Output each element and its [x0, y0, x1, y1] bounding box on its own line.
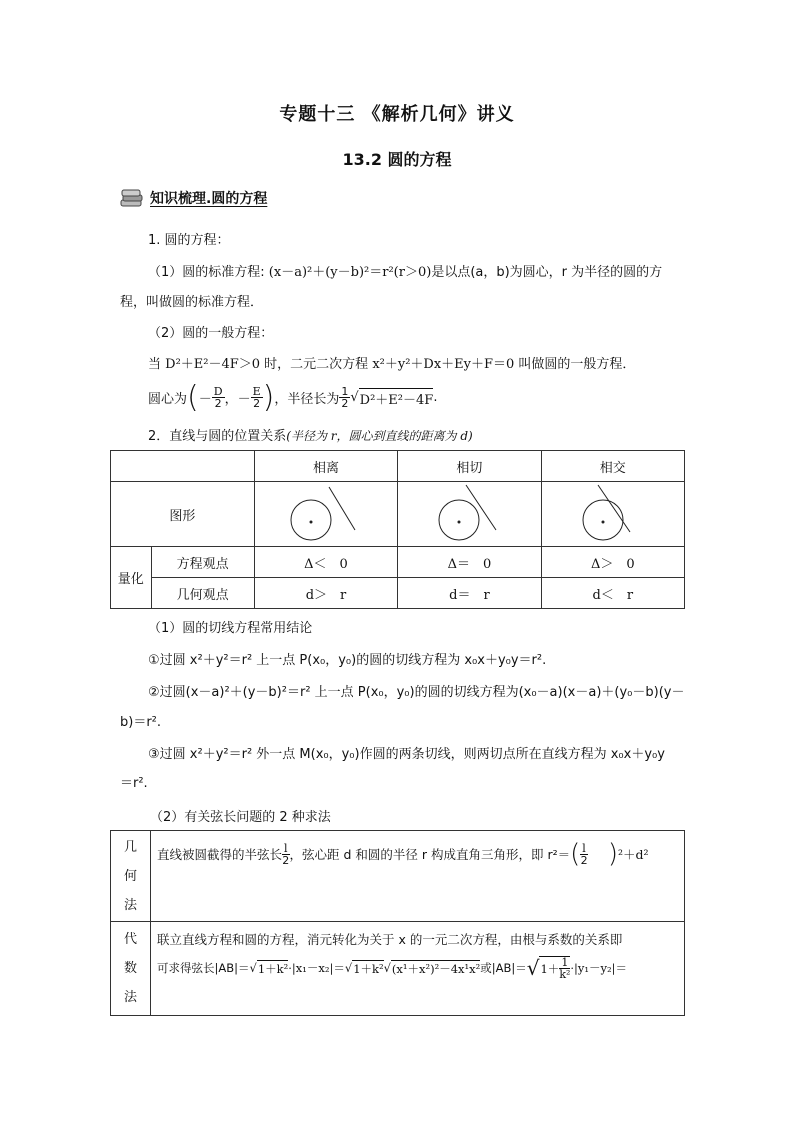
para-q4: ③过圆 x²＋y²＝r² 外一点 M(x₀，y₀)作圆的两条切线，则两切点所在直线方程为 x₀x＋y₀y: [148, 747, 665, 762]
row-label-figure: 图形: [111, 482, 255, 547]
para-q1: （1）圆的切线方程常用结论: [148, 621, 313, 636]
standard-equation: (x－a)²＋(y－b)²＝r²(r＞0): [268, 265, 432, 280]
geo-cell: d＜ r: [541, 578, 684, 609]
geometry-method-text: [151, 831, 685, 922]
sqrt-sign: √: [344, 961, 353, 975]
table-row: [111, 451, 685, 482]
section-heading: [120, 188, 267, 208]
label-char: 法: [123, 990, 137, 1005]
frac-den: k²: [559, 968, 571, 981]
frac-num: E: [252, 385, 261, 398]
radius-label: ，半径长为: [274, 392, 340, 407]
table-row: [111, 482, 685, 547]
geo-cell: d＝ r: [398, 578, 541, 609]
radicand-part: 1＋: [540, 961, 560, 976]
header-cell: 相离: [254, 451, 397, 482]
para-6-text: 2．直线与圆的位置关系: [148, 429, 287, 444]
para-q4-cont: ＝r².: [120, 776, 148, 791]
books-icon: [120, 188, 144, 208]
right-paren: ): [607, 839, 618, 869]
para-4: [148, 353, 635, 372]
label-char: 数: [123, 961, 137, 976]
algebra-method-text: [151, 922, 685, 1016]
figure-intersect: [541, 482, 684, 547]
fraction-d: [212, 386, 225, 409]
method-label-algebra: [111, 922, 151, 1016]
period: .: [433, 390, 438, 405]
sqrt-sign: √: [383, 961, 391, 975]
table-row: [111, 922, 685, 1016]
eq-cell: Δ＞ 0: [541, 547, 684, 578]
table-row: [111, 578, 685, 609]
label-char: 代: [123, 932, 137, 947]
radicand: 1＋k²: [257, 961, 289, 976]
para-q5: （2）有关弦长问题的 2 种求法: [150, 810, 331, 825]
frac-num: 1: [341, 385, 349, 398]
fraction-inv-k2: [559, 957, 570, 980]
method-label-geometry: [111, 831, 151, 922]
alg-mid-1: ·|x₁－x₂|＝: [288, 961, 345, 975]
para-2-label: （1）圆的标准方程:: [148, 265, 269, 280]
section-label: 知识梳理.圆的方程: [150, 191, 268, 207]
position-table: [110, 450, 685, 609]
para-q2: ①过圆 x²＋y²＝r² 上一点 P(x₀，y₀)的圆的切线方程为 x₀x＋y₀y＝r².: [148, 653, 547, 668]
geo-text-b: ，弦心距 d 和圆的半径 r 构成直角三角形，即 r²＝: [289, 847, 571, 862]
alg-mid-2: 或|AB|＝: [480, 961, 527, 975]
frac-num: D: [213, 385, 223, 398]
fraction-e: [251, 386, 263, 409]
para-2-text: 是以点(a，b)为圆心，r 为半径的圆的方: [431, 265, 663, 280]
table-row: [111, 547, 685, 578]
geo-tail: ²＋d²: [617, 847, 649, 862]
alg-mid-3: ·|y₁－y₂|＝: [570, 961, 628, 975]
frac-num: 1: [559, 957, 570, 969]
para-3: （2）圆的一般方程：: [148, 326, 274, 341]
para-4-c: 叫做圆的一般方程．: [514, 357, 636, 372]
minus-sign: －: [198, 392, 212, 407]
algebra-line-2: [157, 956, 678, 980]
sqrt-sign: √: [350, 390, 359, 405]
label-char: 法: [123, 897, 137, 913]
para-6-note: (半径为 r，圆心到直线的距离为 d): [286, 429, 473, 443]
label-char: 几: [123, 839, 137, 855]
fraction-half-chord-sq: [580, 843, 588, 866]
page-title: 专题十三 《解析几何》讲义: [279, 104, 515, 125]
para-6: [148, 425, 473, 444]
row-label-equation: 方程观点: [151, 547, 254, 578]
eq-cell: Δ＜ 0: [254, 547, 397, 578]
frac-den: 2: [580, 853, 588, 867]
frac-num: l: [582, 841, 586, 855]
general-equation: x²＋y²＋Dx＋Ey＋F＝0: [372, 357, 515, 372]
row-label-geometry: 几何观点: [151, 578, 254, 609]
para-q3: ②过圆(x－a)²＋(y－b)²＝r² 上一点 P(x₀，y₀)的圆的切线方程为(x₀－a)(x－a)＋(y₀－b)(y－: [148, 685, 685, 700]
radicand: D²＋E²－4F: [359, 388, 434, 408]
frac-den: 2: [341, 397, 349, 410]
comma: ，: [224, 392, 238, 407]
para-2: [148, 261, 662, 280]
sqrt-sign: √: [526, 956, 540, 980]
general-condition: D²＋E²－4F＞0: [165, 357, 261, 372]
para-5: [148, 380, 437, 415]
frac-den: 2: [282, 853, 290, 867]
sqrt-sign: √: [249, 961, 257, 975]
frac-den: 2: [214, 397, 222, 410]
fraction-half-chord: [282, 843, 290, 866]
figure-tangent: [398, 482, 541, 547]
radicand: 1＋k²: [353, 961, 384, 976]
frac-num: l: [284, 841, 288, 855]
circle-line-separate-diagram: [271, 482, 381, 542]
center-label: 圆心为: [148, 392, 188, 407]
circle-line-tangent-diagram: [414, 482, 524, 542]
fraction-half: [339, 386, 350, 409]
left-paren: (: [570, 839, 581, 869]
radicand-frac: [539, 956, 570, 980]
table-corner: [111, 451, 255, 482]
eq-cell: Δ＝ 0: [398, 547, 541, 578]
minus-sign: －: [237, 392, 251, 407]
row-group-label: 量化: [111, 547, 152, 609]
label-char: 何: [123, 868, 137, 884]
frac-den: 2: [253, 397, 261, 410]
table-row: [111, 831, 685, 922]
para-1: 1. 圆的方程：: [148, 233, 230, 248]
alg-text: 可求得弦长|AB|＝: [157, 961, 250, 975]
para-q3-cont: b)＝r².: [120, 715, 162, 730]
geo-cell: d＞ r: [254, 578, 397, 609]
header-cell: 相交: [541, 451, 684, 482]
right-paren: ): [262, 380, 275, 415]
para-2-cont: 程，叫做圆的标准方程．: [120, 295, 264, 310]
figure-separate: [254, 482, 397, 547]
geo-text-a: 直线被圆截得的半弦长: [157, 847, 283, 862]
algebra-line-1: 联立直线方程和圆的方程，消元转化为关于 x 的一元二次方程，由根与系数的关系即: [157, 932, 623, 947]
header-cell: 相切: [398, 451, 541, 482]
para-4-b: 时，二元二次方程: [260, 357, 373, 372]
chord-table: [110, 830, 685, 1016]
page-subtitle: 13.2 圆的方程: [342, 150, 452, 169]
para-4-a: 当: [148, 357, 166, 372]
circle-line-intersect-diagram: [558, 482, 668, 542]
left-paren: (: [187, 380, 199, 415]
radicand: (x¹＋x²)²－4x¹x²: [391, 961, 481, 976]
